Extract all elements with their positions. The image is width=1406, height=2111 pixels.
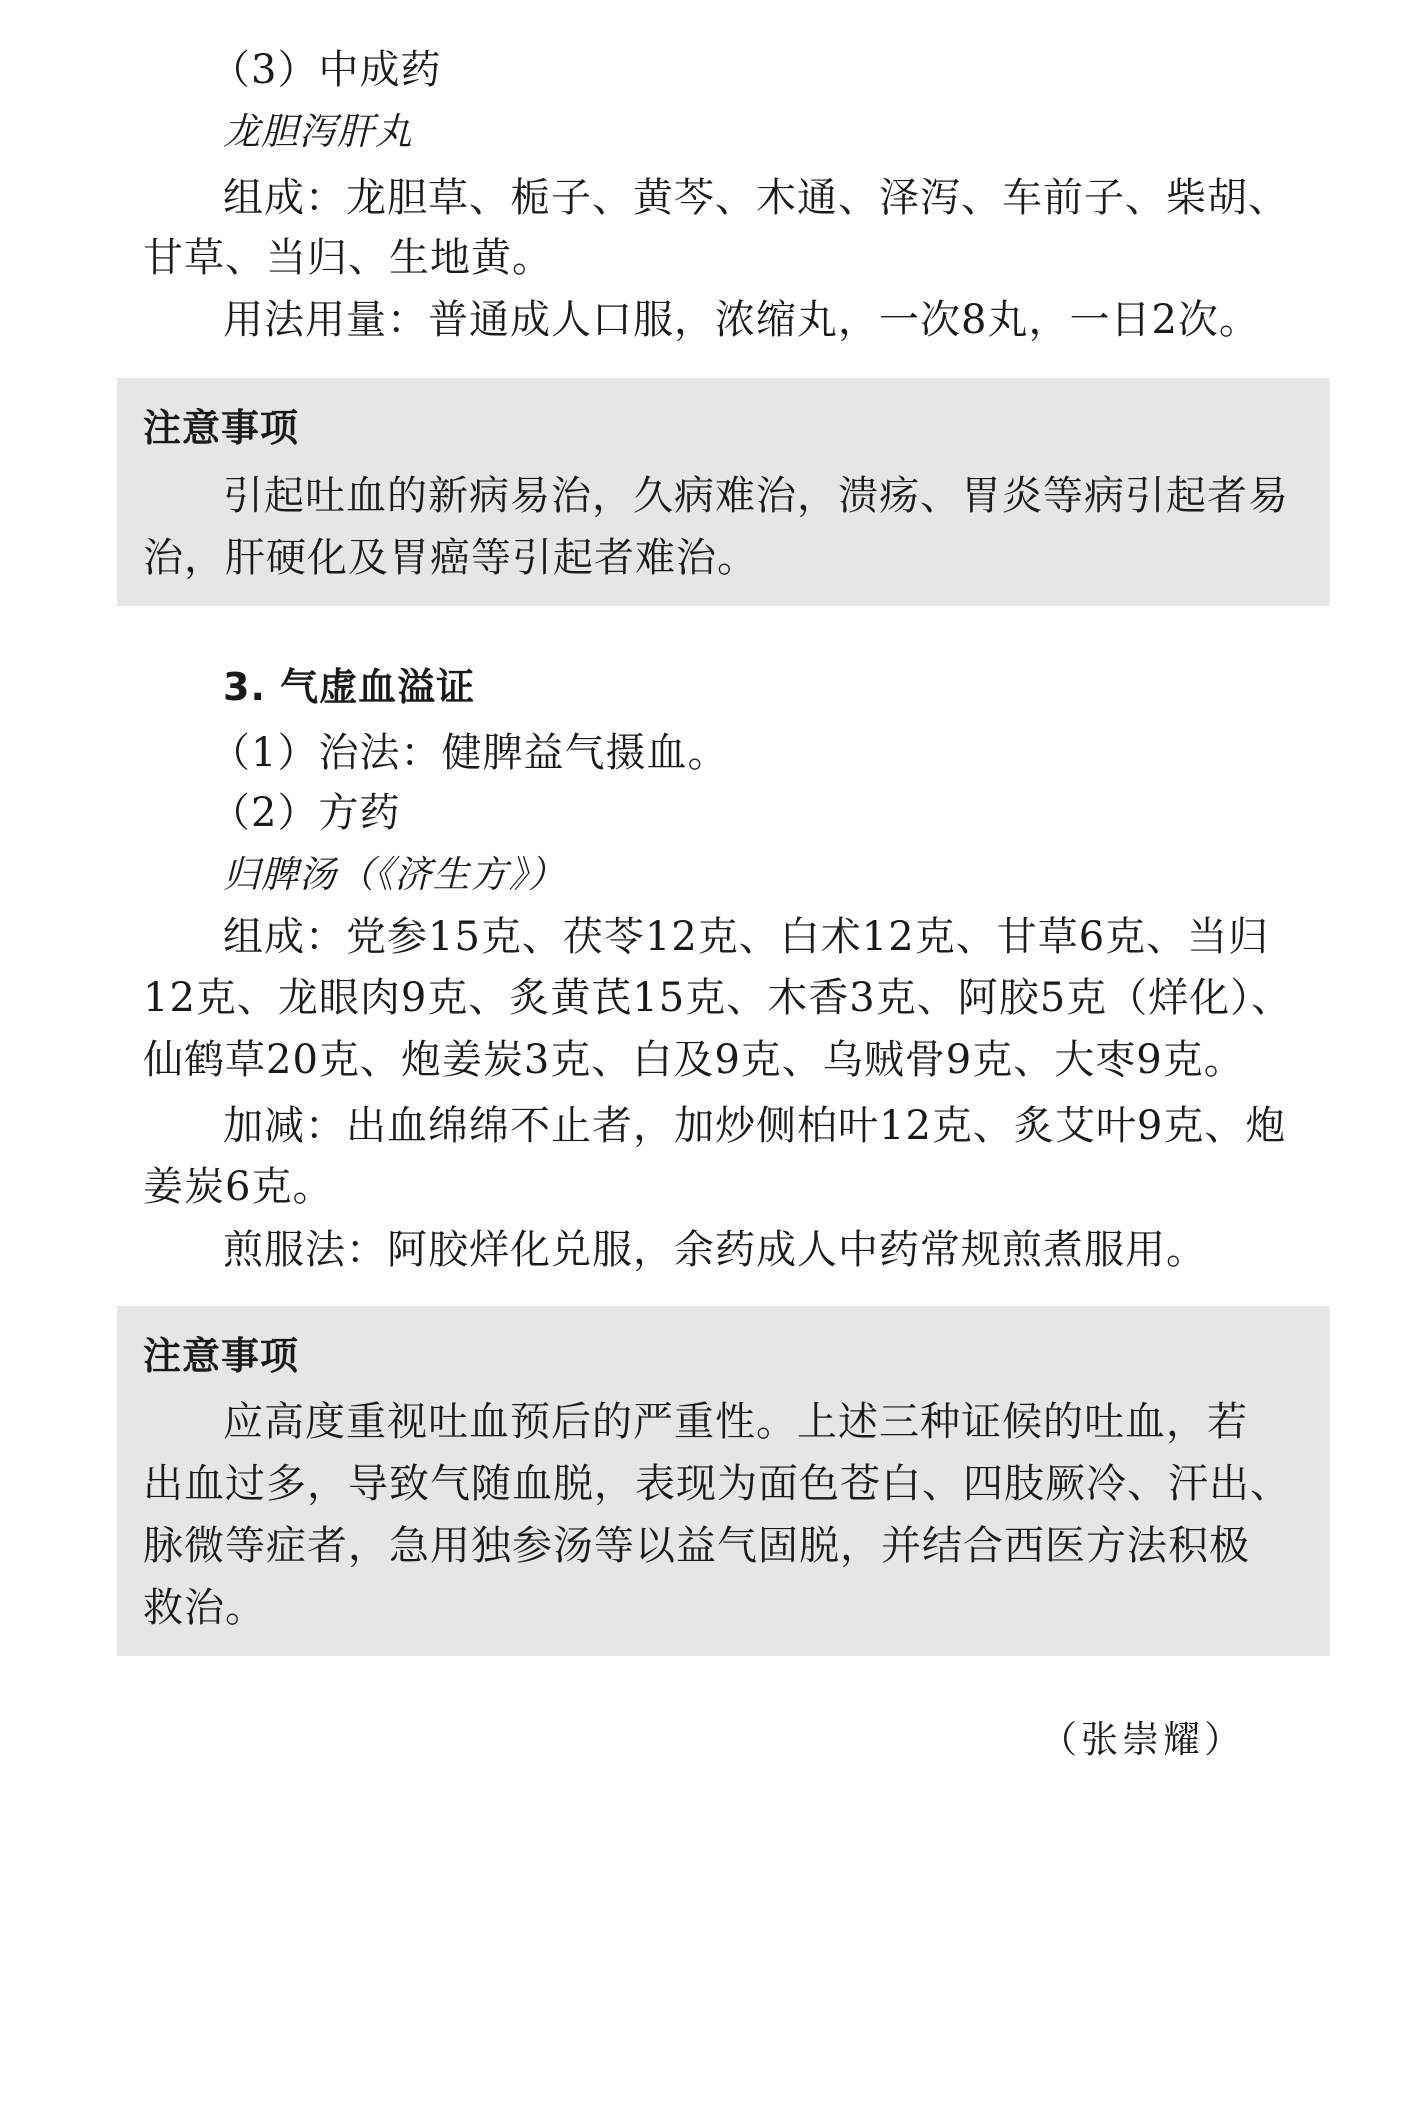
author-credit: （张崇耀） bbox=[1040, 1718, 1245, 1761]
notice-box-2 bbox=[117, 1306, 1330, 1656]
composition-line-1: 组成：龙胆草、栀子、黄芩、木通、泽泻、车前子、柴胡、 bbox=[223, 175, 1289, 221]
formula-composition-line-3: 仙鹤草20克、炮姜炭3克、白及9克、乌贼骨9克、大枣9克。 bbox=[143, 1037, 1245, 1083]
notice-1-line-1: 引起吐血的新病易治，久病难治，溃疡、胃炎等病引起者易 bbox=[223, 473, 1289, 519]
formula-composition-line-2: 12克、龙眼肉9克、炙黄芪15克、木香3克、阿胶5克（烊化）、 bbox=[143, 975, 1293, 1021]
treatment-method: （1）治法：健脾益气摄血。 bbox=[210, 730, 729, 776]
formula-composition-line-1: 组成：党参15克、茯苓12克、白术12克、甘草6克、当归 bbox=[223, 914, 1270, 960]
formula-name: 归脾汤（《济生方》） bbox=[223, 853, 566, 896]
item3-heading: （3）中成药 bbox=[210, 47, 442, 93]
notice-1-line-2: 治，肝硬化及胃癌等引起者难治。 bbox=[143, 535, 758, 581]
notice-2-line-3: 脉微等症者，急用独参汤等以益气固脱，并结合西医方法积极 bbox=[143, 1523, 1250, 1569]
notice-2-line-2: 出血过多，导致气随血脱，表现为面色苍白、四肢厥冷、汗出、 bbox=[143, 1461, 1291, 1507]
notice-box-1 bbox=[117, 378, 1330, 606]
modification-line-1: 加减：出血绵绵不止者，加炒侧柏叶12克、炙艾叶9克、炮 bbox=[223, 1103, 1287, 1149]
notice-2-line-1: 应高度重视吐血预后的严重性。上述三种证候的吐血，若 bbox=[223, 1399, 1248, 1445]
notice-title-1: 注意事项 bbox=[143, 406, 300, 450]
modification-line-2: 姜炭6克。 bbox=[143, 1164, 334, 1210]
composition-line-2: 甘草、当归、生地黄。 bbox=[143, 235, 553, 281]
patent-medicine-name: 龙胆泻肝丸 bbox=[223, 110, 413, 153]
usage-dosage: 用法用量：普通成人口服，浓缩丸，一次8丸，一日2次。 bbox=[223, 297, 1260, 343]
section-heading-qixu: 3. 气虚血溢证 bbox=[223, 665, 476, 709]
decoction-method: 煎服法：阿胶烊化兑服，余药成人中药常规煎煮服用。 bbox=[223, 1227, 1207, 1273]
prescription-heading: （2）方药 bbox=[210, 790, 401, 836]
notice-title-2: 注意事项 bbox=[143, 1334, 300, 1378]
notice-2-line-4: 救治。 bbox=[143, 1585, 266, 1631]
